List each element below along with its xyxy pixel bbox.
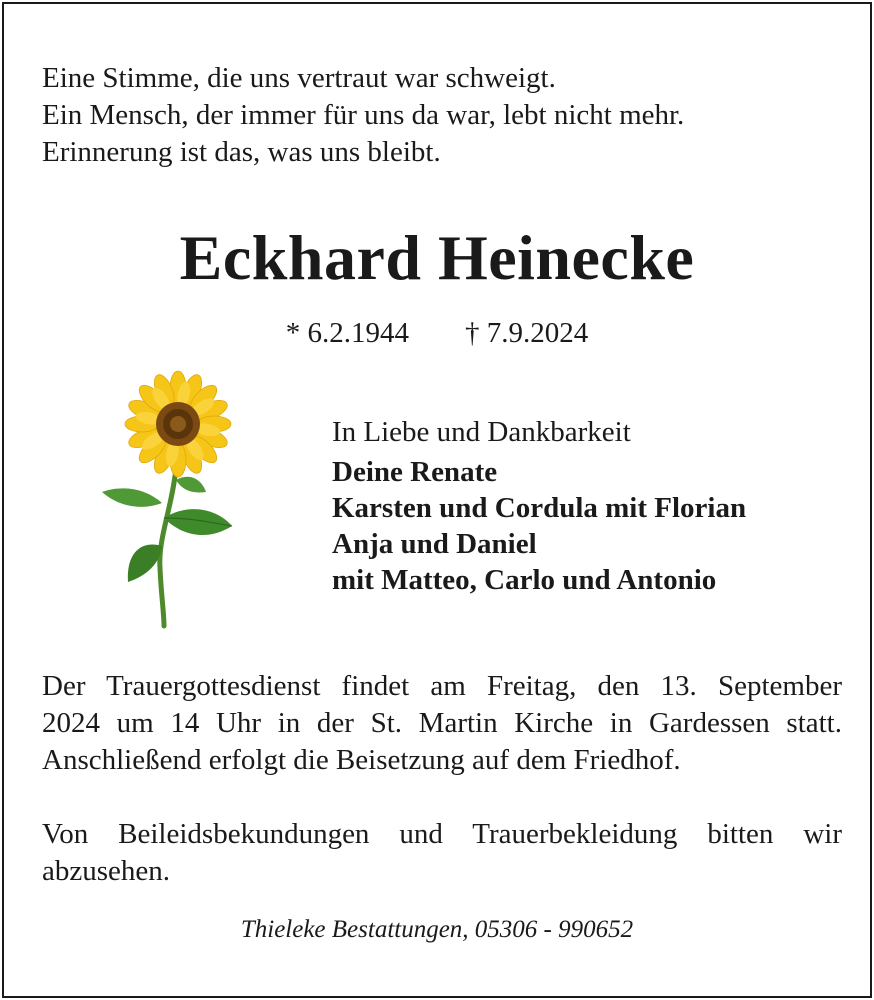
birth-date: * 6.2.1944: [285, 317, 409, 349]
request-line: abzusehen.: [42, 855, 171, 887]
mourners-names: [332, 454, 746, 598]
life-dates: [4, 315, 870, 351]
mourners-block: [332, 414, 746, 598]
request-line: Von Beileidsbekundungen und Trauerbekleidung bitten wir: [42, 818, 842, 850]
service-info: [42, 668, 842, 779]
mourner-line: Karsten und Cordula mit Florian: [332, 492, 747, 524]
condolence-request: [42, 816, 842, 890]
mourners-intro: In Liebe und Dankbarkeit: [332, 416, 631, 448]
service-line: 2024 um 14 Uhr in der St. Martin Kirche in Gardessen statt.: [42, 707, 842, 739]
mourner-line: Anja und Daniel: [332, 528, 537, 560]
undertaker-contact: Thieleke Bestattungen, 05306 - 990652: [240, 916, 634, 943]
deceased-name: Eckhard Heinecke: [179, 222, 695, 293]
poem-line: Erinnerung ist das, was uns bleibt.: [42, 136, 441, 168]
service-line: Der Trauergottesdienst findet am Freitag, den 13. September: [42, 670, 842, 702]
mourner-line: mit Matteo, Carlo und Antonio: [332, 564, 717, 596]
obituary-frame: [2, 2, 872, 998]
poem-line: Eine Stimme, die uns vertraut war schweigt.: [42, 62, 556, 94]
poem: [42, 60, 684, 171]
poem-line: Ein Mensch, der immer für uns da war, lebt nicht mehr.: [42, 99, 685, 131]
service-line: Anschließend erfolgt die Beisetzung auf dem Friedhof.: [42, 744, 681, 776]
death-date: † 7.9.2024: [465, 317, 589, 349]
mourner-line: Deine Renate: [332, 456, 498, 488]
sunflower-icon: [98, 368, 234, 630]
